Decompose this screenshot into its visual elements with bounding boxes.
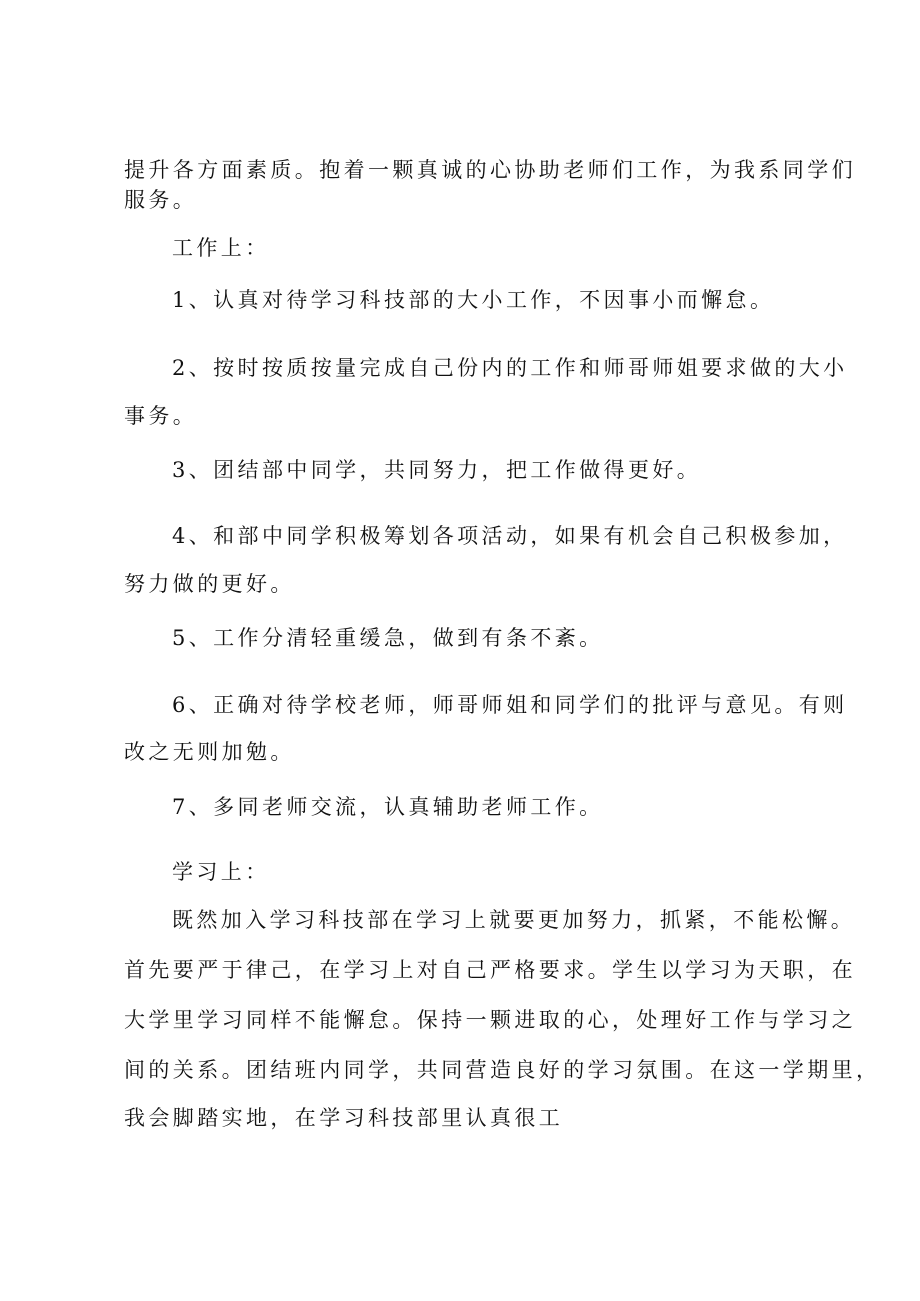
work-item-6-line-1: 6、正确对待学校老师，师哥师姐和同学们的批评与意见。有则 [172,693,848,717]
study-paragraph-line-3: 大学里学习同样不能懈怠。保持一颗进取的心，处理好工作与学习之 [124,1008,856,1032]
study-paragraph-line-1: 既然加入学习科技部在学习上就要更加努力，抓紧，不能松懈。 [172,908,856,932]
work-item-3: 3、团结部中同学，共同努力，把工作做得更好。 [172,458,702,482]
study-heading: 学习上： [172,860,270,884]
work-item-2-line-1: 2、按时按质按量完成自己份内的工作和师哥师姐要求做的大小 [172,356,848,380]
intro-line-2: 服务。 [124,188,198,212]
study-paragraph-line-5: 我会脚踏实地，在学习科技部里认真很工 [124,1106,564,1130]
work-item-7: 7、多同老师交流，认真辅助老师工作。 [172,795,604,819]
intro-line-1: 提升各方面素质。抱着一颗真诚的心协助老师们工作，为我系同学们 [124,158,856,182]
work-item-1: 1、认真对待学习科技部的大小工作，不因事小而懈怠。 [172,288,775,312]
work-item-4-line-2: 努力做的更好。 [124,572,295,596]
work-item-6-line-2: 改之无则加勉。 [124,740,295,764]
work-item-4-line-1: 4、和部中同学积极筹划各项活动，如果有机会自己积极参加， [172,524,848,548]
work-item-5: 5、工作分清轻重缓急，做到有条不紊。 [172,626,604,650]
work-item-2-line-2: 事务。 [124,404,198,428]
study-paragraph-line-4: 间的关系。团结班内同学，共同营造良好的学习氛围。在这一学期里， [124,1058,881,1082]
study-paragraph-line-2: 首先要严于律己，在学习上对自己严格要求。学生以学习为天职，在 [124,958,856,982]
work-heading: 工作上： [172,236,270,260]
